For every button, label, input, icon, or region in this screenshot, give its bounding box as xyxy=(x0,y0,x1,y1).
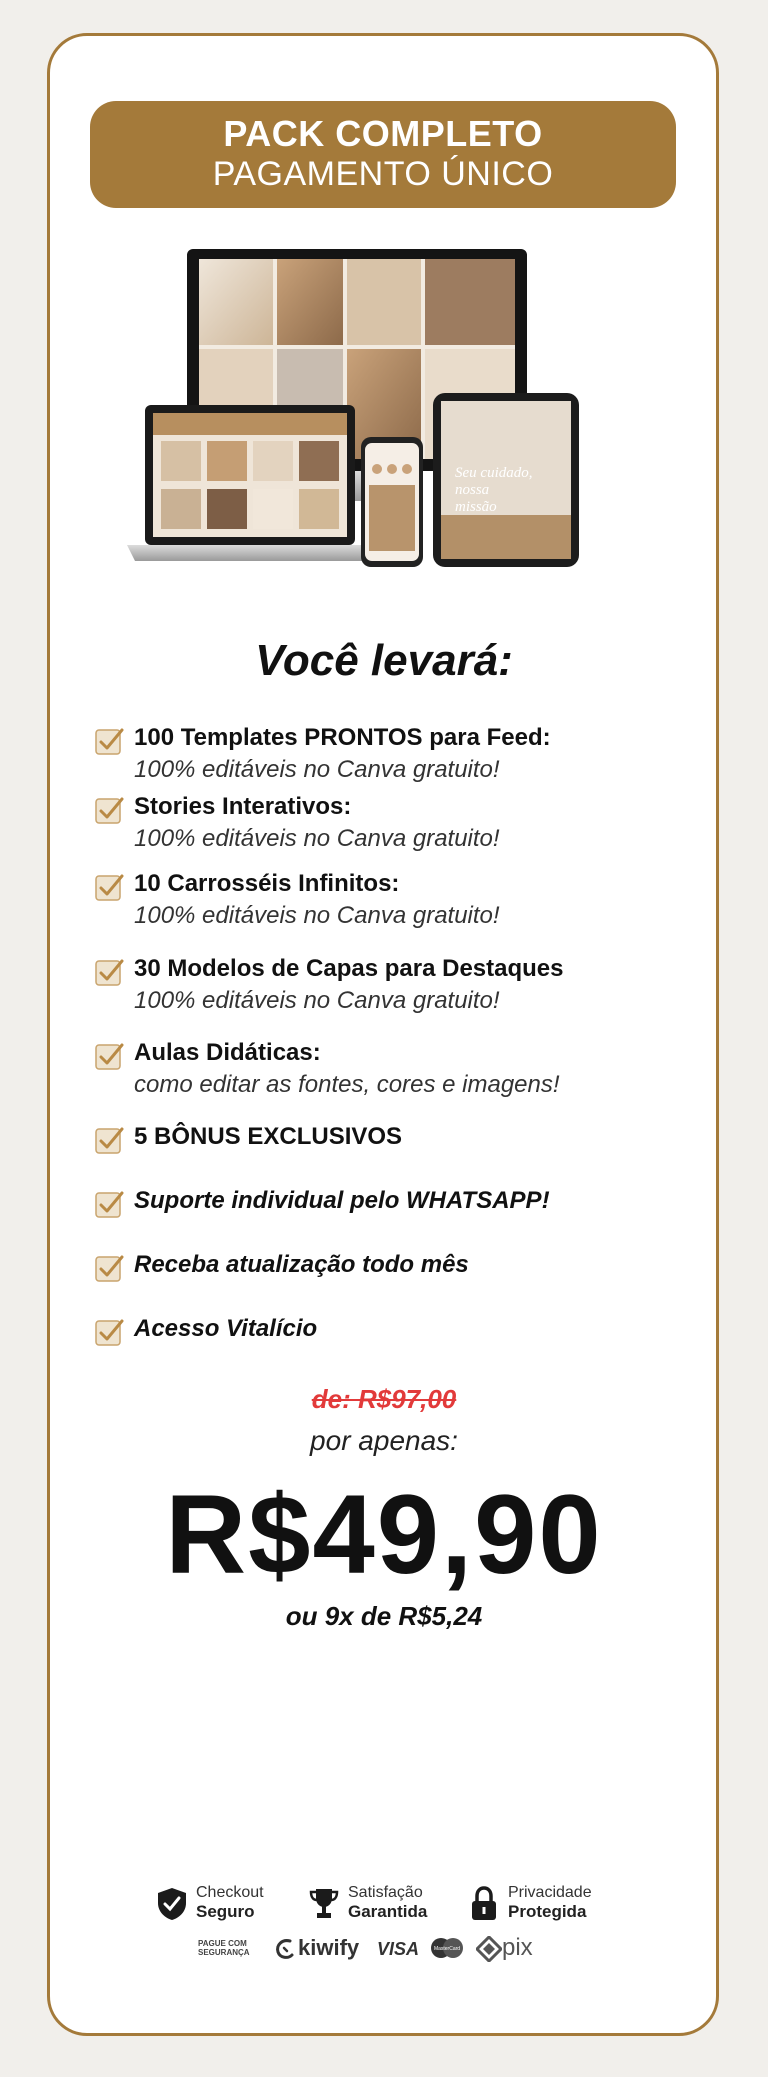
check-icon xyxy=(94,1125,124,1155)
trust-line1: Satisfação xyxy=(348,1884,423,1901)
trust-line2: Protegida xyxy=(508,1902,587,1921)
check-icon xyxy=(94,957,124,987)
installments: ou 9x de R$5,24 xyxy=(285,1601,483,1631)
benefits-heading: Você levará: xyxy=(255,636,513,685)
tablet-text-1: Seu cuidado, xyxy=(455,465,533,481)
check-icon xyxy=(94,1189,124,1219)
benefit-title: 5 BÔNUS EXCLUSIVOS xyxy=(134,1123,403,1150)
pague-line2: SEGURANÇA xyxy=(198,1948,250,1957)
check-icon xyxy=(94,1317,124,1347)
trust-line2: Garantida xyxy=(348,1902,428,1921)
check-icon xyxy=(94,1253,124,1283)
tablet-text-2: nossa xyxy=(455,482,490,498)
visa-logo: VISA xyxy=(377,1939,420,1959)
price: R$49,90 xyxy=(165,1472,603,1597)
kiwify-logo-box xyxy=(274,1935,370,1963)
trust-line1: Privacidade xyxy=(508,1884,592,1901)
offer-banner xyxy=(90,101,676,208)
shield-check-icon xyxy=(156,1886,188,1922)
trophy-icon xyxy=(308,1886,340,1922)
tablet-text-3: missão xyxy=(455,499,497,515)
banner-title: PACK COMPLETO xyxy=(223,113,543,154)
check-icon xyxy=(94,795,124,825)
pix-icon xyxy=(476,1936,502,1962)
price-label: por apenas: xyxy=(310,1425,458,1456)
mastercard-icon xyxy=(428,1937,466,1959)
pague-line1: PAGUE COM xyxy=(198,1939,247,1948)
mastercard-text: MasterCard xyxy=(433,1946,461,1952)
benefit-title: Aulas Didáticas: xyxy=(134,1039,321,1066)
benefit-title: Stories Interativos: xyxy=(134,793,352,820)
banner-subtitle: PAGAMENTO ÚNICO xyxy=(212,155,554,193)
benefit-title: Acesso Vitalício xyxy=(134,1315,318,1342)
benefit-subtitle: 100% editáveis no Canva gratuito! xyxy=(134,987,500,1014)
benefit-title: 30 Modelos de Capas para Destaques xyxy=(134,955,564,982)
benefit-title: Receba atualização todo mês xyxy=(134,1251,469,1278)
benefit-title: Suporte individual pelo WHATSAPP! xyxy=(134,1187,550,1214)
benefit-subtitle: como editar as fontes, cores e imagens! xyxy=(134,1071,560,1098)
kiwify-mark-icon xyxy=(274,1937,296,1961)
benefit-subtitle: 100% editáveis no Canva gratuito! xyxy=(134,825,500,852)
benefit-title: 100 Templates PRONTOS para Feed: xyxy=(134,724,551,751)
trust-line2: Seguro xyxy=(196,1902,255,1921)
kiwify-text: kiwify xyxy=(298,1935,360,1960)
benefit-subtitle: 100% editáveis no Canva gratuito! xyxy=(134,902,500,929)
devices-mockup-image xyxy=(125,245,605,580)
old-price: de: R$97,00 xyxy=(311,1384,457,1414)
pague-com-seguranca xyxy=(198,1939,250,1957)
benefit-title: 10 Carrosséis Infinitos: xyxy=(134,870,400,897)
pix-logo: pix xyxy=(502,1934,533,1961)
trust-line1: Checkout xyxy=(196,1884,264,1901)
check-icon xyxy=(94,726,124,756)
check-icon xyxy=(94,1041,124,1071)
benefit-subtitle: 100% editáveis no Canva gratuito! xyxy=(134,756,500,783)
lock-icon xyxy=(468,1886,500,1922)
check-icon xyxy=(94,872,124,902)
